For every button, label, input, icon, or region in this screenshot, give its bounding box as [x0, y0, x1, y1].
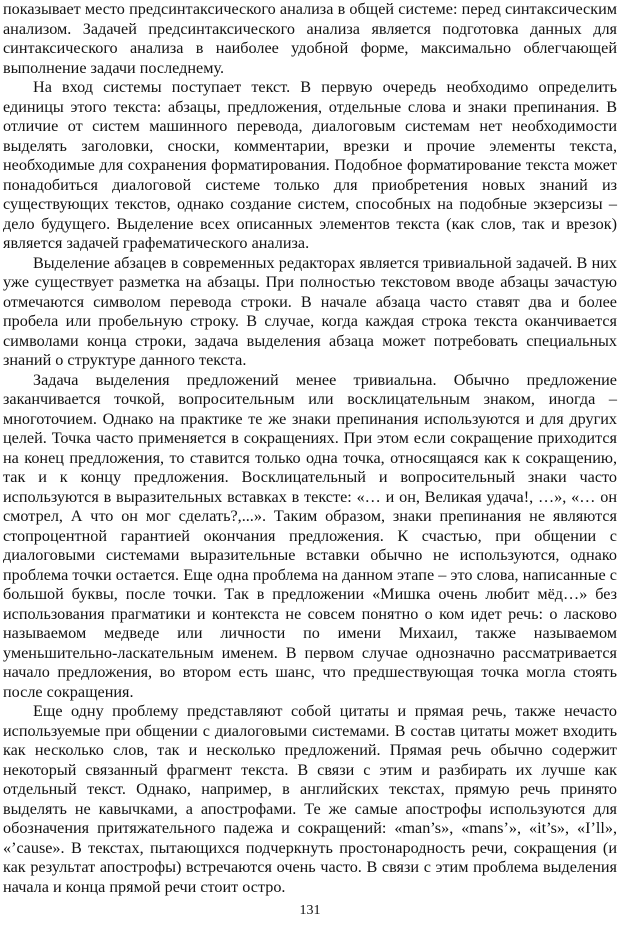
paragraph-3: Выделение абзацев в современных редакторах является тривиальной задачей. В них уже существует разметка на абзацы. При полностью текстовом вводе абзацы зачастую отмечаются символом перевода строки. В начале абзаца часто ставят два и более пробела или пробельную строку. В случае, когда каждая строка текста оканчивается символами конца строки, задача выделения абзаца может потребовать специальных знаний о структуре данного текста. [3, 253, 617, 369]
paragraph-5: Еще одну проблему представляют собой цитаты и прямая речь, также нечасто используемые при общении с диалоговыми системами. В состав цитаты может входить как несколько слов, так и несколько предложений. Прямая речь обычно содержит некоторый связанный фрагмент текста. В связи с этим и разбирать их лучше как отдельный текст. Однако, например, в английских текстах, прямую речь принято выделять не кавычками, а апострофами. Те же самые апострофы используются для обозначения притяжательного падежа и сокращений: «man’s», «mans’», «it’s», «I’ll», «’cause». В текстах, пытающихся подчеркнуть простонародность речи, сокращения (и как результат апострофы) встречаются очень часто. В связи с этим проблема выделения начала и конца прямой речи стоит остро. [3, 702, 617, 896]
document-body [3, 0, 617, 897]
page-number: 131 [299, 903, 321, 918]
paragraph-4: Задача выделения предложений менее тривиальна. Обычно предложение заканчивается точкой, вопросительным или восклицательным знаком, иногда – многоточием. Однако на практике те же знаки препинания используются и для других целей. Точка часто применяется в сокращениях. При этом если сокращение приходится на конец предложения, то ставится только одна точка, относящаяся как к сокращению, так и к концу предложения. Восклицательный и вопросительный знаки часто используются в выразительных вставках в тексте: «… и он, Великая удача!, …», «… он смотрел, А что он мог сделать?,...». Таким образом, знаки препинания не являются стопроцентной гарантией окончания предложения. К счастью, при общении с диалоговыми системами выразительные вставки обычно не используются, однако проблема точки остается. Еще одна проблема на данном этапе – это слова, написанные с большой буквы, после точки. Так в предложении «Мишка очень любит мёд…» без использования прагматики и контекста не совсем понятно о ком идет речь: о ласково называемом медведе или личности по имени Михаил, также называемом уменьшительно-ласкательным именем. В первом случае однозначно рассматривается начало предложения, во втором есть шанс, что предшествующая точка могла стоять после сокращения. [3, 370, 617, 701]
paragraph-2: На вход системы поступает текст. В первую очередь необходимо определить единицы этого текста: абзацы, предложения, отдельные слова и знаки препинания. В отличие от систем машинного перевода, диалоговым системам нет необходимости выделять заголовки, сноски, комментарии, врезки и прочие элементы текста, необходимые для сохранения форматирования. Подобное форматирование текста может понадобиться диалоговой системе только для приобретения новых знаний из существующих текстов, однако создание систем, способных на подобные экзерсизы – дело будущего. Выделение всех описанных элементов текста (как слов, так и врезок) является задачей графематического анализа. [3, 78, 617, 252]
paragraph-1: показывает место предсинтаксического анализа в общей системе: перед синтаксическим анализом. Задачей предсинтаксического анализа является подготовка данных для синтаксического анализа в наиболее удобной форме, максимально облегчающей выполнение задачи последнему. [3, 0, 617, 77]
